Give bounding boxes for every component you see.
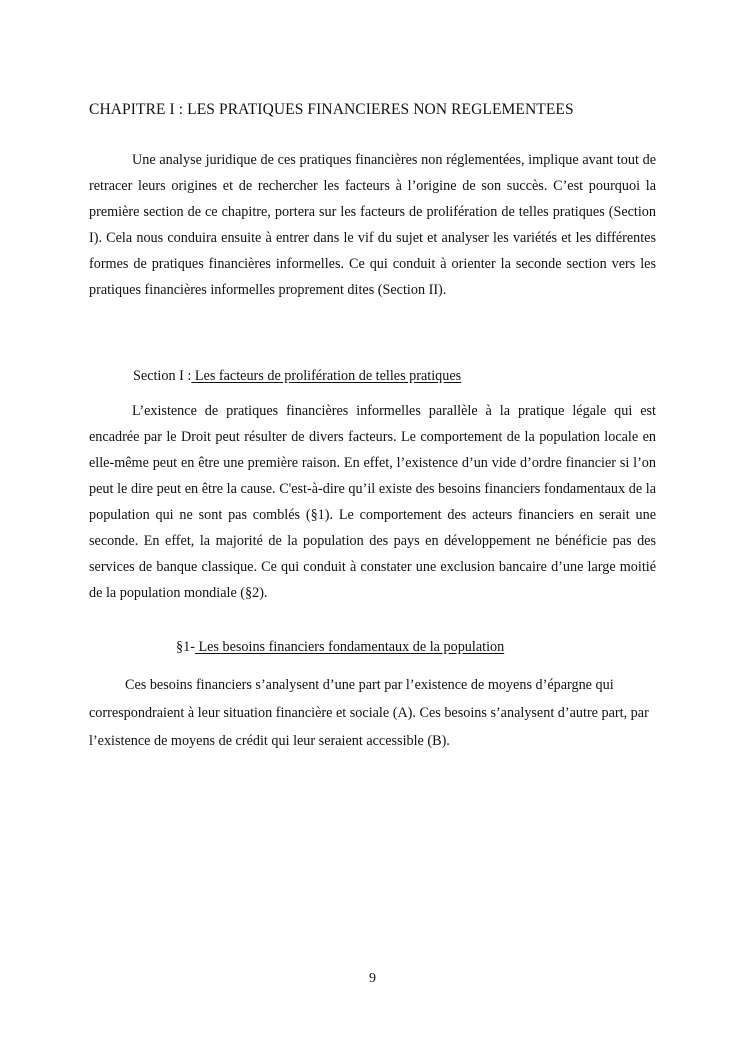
subsection-title: Les besoins financiers fondamentaux de la population [194, 639, 505, 655]
section-heading [133, 368, 461, 385]
section-prefix: Section I : [133, 368, 192, 384]
section-title: Les facteurs de prolifération de telles pratiques [191, 368, 462, 384]
chapter-title: CHAPITRE I : LES PRATIQUES FINANCIERES NON REGLEMENTEES [89, 101, 574, 118]
subsection-heading [176, 639, 504, 656]
subsection-paragraph: Ces besoins financiers s’analysent d’une part par l’existence de moyens d’épargne qui correspondraient à leur situation financière et sociale (A). Ces besoins s’analysent d’autre part, par l’existence de moyens de crédit qui leur seraient accessible (B). [89, 677, 649, 749]
intro-paragraph: Une analyse juridique de ces pratiques financières non réglementées, implique avant tout de retracer leurs origines et de rechercher les facteurs à l’origine de son succès. C’est pourquoi la première section de ce chapitre, portera sur les facteurs de prolifération de telles pratiques (Section I). Cela nous conduira ensuite à entrer dans le vif du sujet et analyser les variétés et les différentes formes de pratiques financières informelles. Ce qui conduit à orienter la seconde section vers les pratiques financières informelles proprement dites (Section II). [89, 152, 656, 298]
subsection-prefix: §1- [176, 639, 195, 655]
section-paragraph: L’existence de pratiques financières informelles parallèle à la pratique légale qui est encadrée par le Droit peut résulter de divers facteurs. Le comportement de la population locale en elle-même peut en être une première raison. En effet, l’existence d’un vide d’ordre financier si l’on peut le dire peut en être la cause. C'est-à-dire qu’il existe des besoins financiers fondamentaux de la population qui ne sont pas comblés (§1). Le comportement des acteurs financiers en serait une seconde. En effet, la majorité de la population des pays en développement ne bénéficie pas des services de banque classique. Ce qui conduit à constater une exclusion bancaire d’une large moitié de la population mondiale (§2). [89, 403, 656, 601]
page-number: 9 [369, 971, 376, 986]
